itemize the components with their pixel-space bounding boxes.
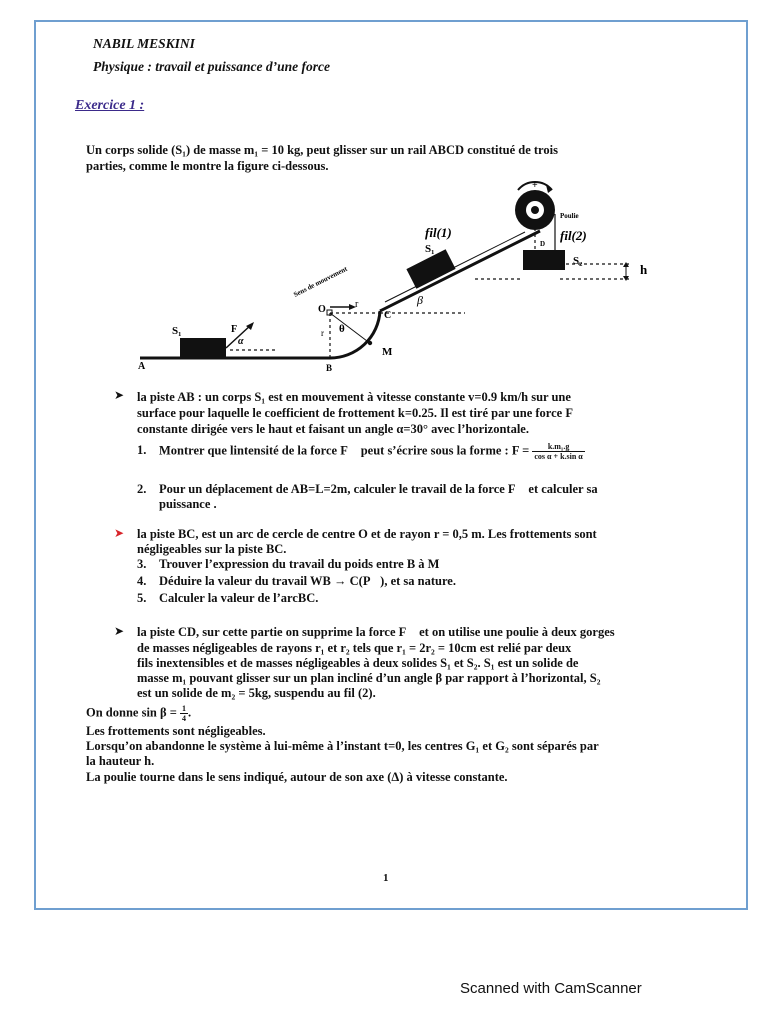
label-m: M — [382, 346, 393, 358]
closing-line-4: La poulie tourne dans le sens indiqué, autour de son axe (Δ) à vitesse constante. — [86, 770, 508, 784]
part-ab-line-1: la piste AB : un corps S₁ est en mouvement à vitesse constante v=0.9 km/h sur une — [137, 390, 571, 404]
intro-line-1: Un corps solide (S₁) de masse m₁ = 10 kg, peut glisser sur un rail ABCD constitué de trois — [86, 143, 558, 157]
label-fil1: fil(1) — [425, 225, 452, 240]
label-s1-top: S₁ — [425, 243, 435, 255]
document-subject: Physique : travail et puissance d’une force — [93, 59, 330, 74]
block-s1-ground — [180, 338, 226, 358]
label-alpha: α — [238, 336, 244, 347]
bullet-arrow-icon: ➤ — [114, 526, 125, 540]
label-s1-left: S₁ — [172, 325, 182, 337]
question-5: 5. Calculer la valeur de l’arcBC. — [137, 591, 319, 605]
mechanics-figure — [130, 176, 700, 376]
part-ab-line-3: constante dirigée vers le haut et faisant un angle α=30° avec l’horizontale. — [137, 422, 529, 436]
question-1: 1. Montrer que lintensité de la force F⃗ peut s’écrire sous la forme : F = $\frac{\text{k.m₁.g}}{\text{cos α + k.sin α}}$ — [137, 442, 583, 461]
part-cd-line-3: fils inextensibles et de masses négligeables à deux solides S₁ et S₂. S₁ est un solide de — [137, 656, 579, 670]
intro-line-2: parties, comme le montre la figure ci-dessous. — [86, 159, 329, 173]
motion-direction — [292, 265, 349, 299]
label-s2: S₂ — [573, 255, 583, 267]
fil-1-line — [385, 232, 525, 302]
svg-text:Sens de mouvement: Sens de mouvement — [292, 264, 349, 299]
label-a: A — [138, 361, 146, 372]
exercise-title: Exercice 1 : — [75, 98, 145, 113]
track-cd-incline — [380, 231, 540, 311]
part-cd-line-2: de masses négligeables de rayons r₁ et r₂ tels que r₁ = 2r₂ = 10cm est relié par deux — [137, 641, 572, 655]
part-cd-line-5: est un solide de m₂ = 5kg, suspendu au fil (2). — [137, 686, 376, 700]
bullet-arrow-icon: ➤ — [114, 388, 125, 402]
closing-line-3: la hauteur h. — [86, 754, 155, 768]
label-c: C — [384, 310, 392, 321]
block-s1-incline — [406, 249, 455, 289]
question-3: 3. Trouver l’expression du travail du poids entre B à M — [137, 557, 440, 571]
label-beta: β — [417, 293, 423, 307]
question-4: 4. Déduire la valeur du travail WB → C(P⃗), et sa nature. — [137, 574, 456, 588]
part-bc-line-2: négligeables sur la piste BC. — [137, 542, 287, 556]
part-ab-line-2: surface pour laquelle le coefficient de frottement k=0.25. Il est tiré par une force F⃗ — [137, 406, 583, 420]
part-cd-line-4: masse m₁ pouvant glisser sur un plan incliné d’un angle β par rapport à l’horizontal, S₂ — [137, 671, 601, 685]
block-s2 — [523, 250, 565, 270]
part-bc-line-1: la piste BC, est un arc de cercle de centre O et de rayon r = 0,5 m. Les frottements sont — [137, 527, 597, 541]
label-f: F⃗ — [231, 324, 245, 335]
closing-line-1: Les frottements sont négligeables. — [86, 724, 266, 738]
bullet-arrow-icon: ➤ — [114, 624, 125, 638]
author-name: NABIL MESKINI — [93, 36, 195, 51]
scanner-footer: Scanned with CamScanner — [460, 980, 642, 997]
label-h: h — [640, 262, 648, 277]
rotation-sign: + — [532, 180, 538, 191]
label-b: B — [326, 363, 333, 373]
question-2: 2. Pour un déplacement de AB=L=2m, calculer le travail de la force F⃗ et calculer sa — [137, 482, 598, 496]
label-o: O — [318, 304, 326, 315]
page-number: 1 — [383, 872, 389, 884]
pulley-label: Poulie — [560, 212, 579, 220]
label-d: D — [540, 240, 546, 248]
part-cd-line-1: la piste CD, sur cette partie on supprime la force F⃗ et on utilise une poulie à deux gorges — [137, 625, 615, 639]
question-2-cont: puissance . — [159, 497, 217, 511]
closing-line-2: Lorsqu’on abandonne le système à lui-même à l’instant t=0, les centres G₁ et G₂ sont séparés par — [86, 739, 599, 753]
label-theta: θ — [339, 323, 345, 335]
force-formula: $\frac{\text{k.m₁.g}}{\text{cos α + k.sin α}}$ — [534, 442, 583, 461]
given-value: On donne sin β = $\frac{1}{4}$ . — [86, 704, 192, 723]
label-r-horizontal: r — [355, 299, 359, 310]
label-fil2: fil(2) — [560, 228, 587, 243]
label-r-vertical: r — [321, 328, 324, 338]
